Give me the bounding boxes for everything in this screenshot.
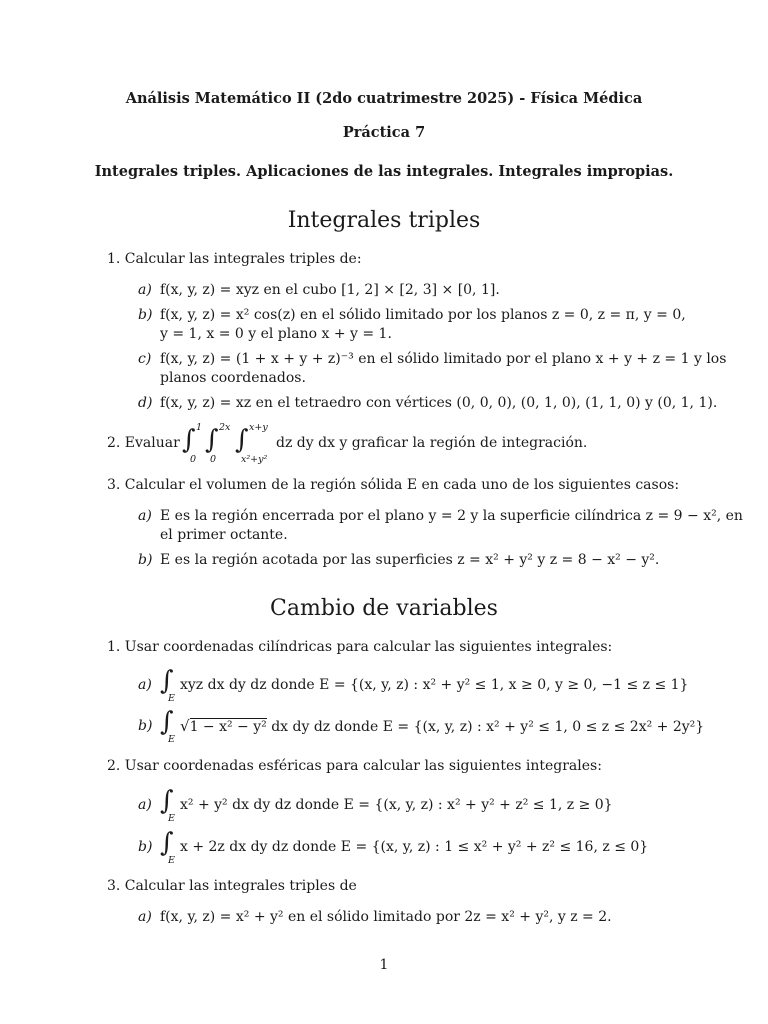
integral-domain: E <box>168 855 175 866</box>
integral-sign-icon: ∫ <box>160 666 174 696</box>
topics-line: Integrales triples. Aplicaciones de las integrales. Integrales impropias. <box>94 163 674 180</box>
exercise-1-1-b-line1: f(x, y, z) = x² cos(z) en el sólido limitado por los planos z = 0, z = π, y = 0, <box>160 307 686 323</box>
integral-sign-icon: ∫ <box>160 707 174 737</box>
section-title-integrales-triples: Integrales triples <box>287 208 481 233</box>
item-label: b) <box>138 839 153 855</box>
item-label: a) <box>138 677 152 693</box>
item-label: b) <box>138 307 153 323</box>
exercise-2-1: 1. Usar coordenadas cilíndricas para calcular las siguientes integrales: <box>107 639 613 655</box>
lower-limit: x²+y² <box>241 454 268 465</box>
exercise-2-2-b: x + 2z dx dy dz donde E = {(x, y, z) : 1 ≤ x² + y² + z² ≤ 16, z ≤ 0} <box>180 839 649 855</box>
integral-sign-icon: ∫ <box>182 425 196 455</box>
item-label: b) <box>138 718 153 734</box>
exercise-1-1-c-line2: planos coordenados. <box>160 370 306 386</box>
exercise-1-1: 1. Calcular las integrales triples de: <box>107 251 362 267</box>
item-label: b) <box>138 552 153 568</box>
item-label: d) <box>138 395 153 411</box>
practice-title: Práctica 7 <box>342 124 426 141</box>
integral-sign-icon: ∫ <box>205 425 219 455</box>
lower-limit: 0 <box>210 454 217 465</box>
item-label: a) <box>138 508 152 524</box>
item-label: c) <box>138 351 152 367</box>
exercise-2-1-a: xyz dx dy dz donde E = {(x, y, z) : x² + y² ≤ 1, x ≥ 0, y ≥ 0, −1 ≤ z ≤ 1} <box>180 677 689 693</box>
integral-domain: E <box>168 734 175 745</box>
exercise-2-1-b <box>180 717 704 736</box>
exercise-1-1-b-line2: y = 1, x = 0 y el plano x + y = 1. <box>160 326 392 342</box>
integral-sign-icon: ∫ <box>235 425 249 455</box>
integral-sign-icon: ∫ <box>160 828 174 858</box>
exercise-1-2-tail: dz dy dx y graficar la región de integración. <box>276 435 588 451</box>
integral-sign-icon: ∫ <box>160 786 174 816</box>
item-label: a) <box>138 909 152 925</box>
upper-limit: x+y <box>249 422 268 433</box>
course-title: Análisis Matemático II (2do cuatrimestre 2025) - Física Médica <box>125 90 643 107</box>
item-label: a) <box>138 797 152 813</box>
exercise-2-3: 3. Calcular las integrales triples de <box>107 878 357 894</box>
integral-domain: E <box>168 813 175 824</box>
exercise-1-1-a: f(x, y, z) = xyz en el cubo [1, 2] × [2, 3] × [0, 1]. <box>160 282 500 298</box>
exercise-2-2-a: x² + y² dx dy dz donde E = {(x, y, z) : x² + y² + z² ≤ 1, z ≥ 0} <box>180 797 613 813</box>
page-number: 1 <box>379 957 389 973</box>
sqrt-icon: √ <box>180 717 190 735</box>
exercise-2-3-a: f(x, y, z) = x² + y² en el sólido limitado por 2z = x² + y², y z = 2. <box>160 909 612 925</box>
upper-limit: 1 <box>196 422 203 433</box>
section-title-cambio-de-variables: Cambio de variables <box>270 596 498 621</box>
exercise-1-3: 3. Calcular el volumen de la región sólida E en cada uno de los siguientes casos: <box>107 477 680 493</box>
exercise-1-1-c-line1: f(x, y, z) = (1 + x + y + z)⁻³ en el sólido limitado por el plano x + y + z = 1 y los <box>160 351 727 367</box>
lower-limit: 0 <box>190 454 197 465</box>
upper-limit: 2x <box>219 422 231 433</box>
exercise-1-3-b: E es la región acotada por las superficies z = x² + y² y z = 8 − x² − y². <box>160 552 660 568</box>
exercise-1-3-a-line1: E es la región encerrada por el plano y = 2 y la superficie cilíndrica z = 9 − x², en <box>160 508 743 524</box>
item-label: a) <box>138 282 152 298</box>
exercise-2-2: 2. Usar coordenadas esféricas para calcular las siguientes integrales: <box>107 758 602 774</box>
integral-domain: E <box>168 693 175 704</box>
exercise-1-2-prefix: 2. Evaluar <box>107 435 180 451</box>
exercise-2-1-b-rest: dx dy dz donde E = {(x, y, z) : x² + y² ≤ 1, 0 ≤ z ≤ 2x² + 2y²} <box>271 719 705 735</box>
exercise-1-3-a-line2: el primer octante. <box>160 527 288 543</box>
exercise-1-1-d: f(x, y, z) = xz en el tetraedro con vértices (0, 0, 0), (0, 1, 0), (1, 1, 0) y (0, 1, 1). <box>160 395 718 411</box>
sqrt-radicand: 1 − x² − y² <box>189 719 267 735</box>
